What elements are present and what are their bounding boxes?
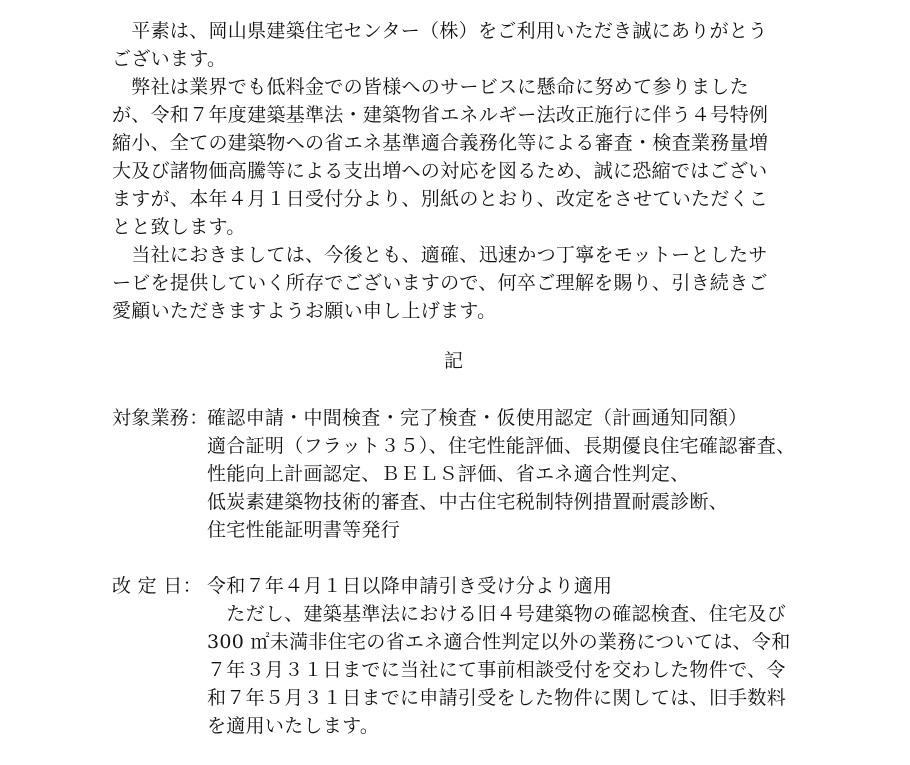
revision-label: 改 定 日： xyxy=(112,575,202,597)
intro-p2-line-1: 弊社は業界でも低料金での皆様へのサービスに懸命に努めて参りました xyxy=(112,76,749,98)
revision-line-6: を適用いたします。 xyxy=(207,715,380,737)
revision-line-3: 300 ㎡未満非住宅の省エネ適合性判定以外の業務については、令和 xyxy=(207,631,791,653)
ki-heading: 記 xyxy=(444,350,464,372)
revision-line-4: ７年３月３１日までに当社にて事前相談受付を交わした物件で、令 xyxy=(207,659,786,681)
intro-p1-line-2: ございます。 xyxy=(112,48,227,70)
revision-line-5: 和７年５月３１日までに申請引受をした物件に関しては、旧手数料 xyxy=(207,687,787,709)
revision-line-2: ただし、建築基準法における旧４号建築物の確認検査、住宅及び xyxy=(207,603,787,625)
intro-p2-line-3: 縮小、全ての建築物への省エネ基準適合義務化等による審査・検査業務量増 xyxy=(112,132,769,154)
services-line-1: 確認申請・中間検査・完了検査・仮使用認定（計画通知同額） xyxy=(207,407,748,429)
intro-p1-line-1: 平素は、岡山県建築住宅センター（株）をご利用いただき誠にありがとう xyxy=(112,20,768,42)
intro-p3-line-1: 当社におきましては、今後とも、適確、迅速かつ丁寧をモットーとしたサ xyxy=(112,244,768,266)
revision-line-1: 令和７年４月１日以降申請引き受け分より適用 xyxy=(207,575,613,597)
services-line-4: 低炭素建築物技術的審査、中古住宅税制特例措置耐震診断、 xyxy=(207,491,729,513)
intro-p2-line-2: が、令和７年度建築基準法・建築物省エネルギー法改正施行に伴う４号特例 xyxy=(112,104,769,126)
intro-p3-line-2: ービを提供していく所存でございますので、何卒ご理解を賜り、引き続きご xyxy=(112,272,768,294)
services-label: 対象業務： xyxy=(112,407,209,429)
services-line-3: 性能向上計画認定、ＢＥＬＳ評価、省エネ適合性判定、 xyxy=(207,463,690,485)
intro-p2-line-6: とと致します。 xyxy=(112,216,246,238)
intro-p2-line-4: 大及び諸物価高騰等による支出増への対応を図るため、誠に恐縮ではござい xyxy=(112,160,768,182)
services-line-5: 住宅性能証明書等発行 xyxy=(207,519,401,541)
services-line-2: 適合証明（フラット３５）、住宅性能評価、長期優良住宅確認審査、 xyxy=(207,435,796,457)
intro-p3-line-3: 愛顧いただきますようお願い申し上げます。 xyxy=(112,300,497,322)
intro-p2-line-5: ますが、本年４月１日受付分より、別紙のとおり、改定をさせていただくこ xyxy=(112,188,769,210)
